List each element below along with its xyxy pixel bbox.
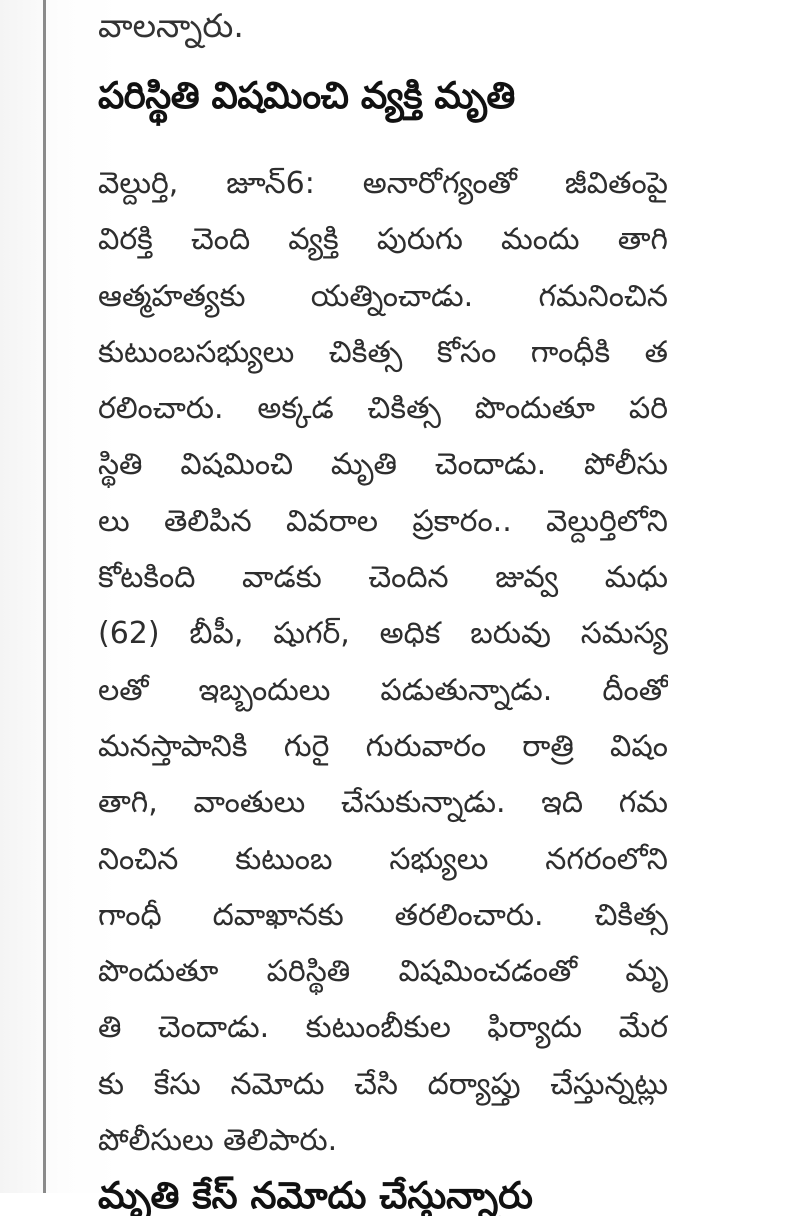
body-line: మనస్తాపానికి గురై గురువారం రాత్రి విషం [98, 728, 668, 764]
body-line: విరక్తి చెంది వ్యక్తి పురుగు మందు తాగి [98, 222, 668, 258]
body-line: వెల్దుర్తి, జూన్6: అనారోగ్యంతో జీవితంపై [98, 166, 668, 201]
body-line: తి చెందాడు. కుటుంబీకుల ఫిర్యాదు మేర [98, 1010, 668, 1046]
body-line: ఆత్మహత్యకు యత్నించాడు. గమనించిన [98, 278, 668, 314]
body-line: పోలీసులు తెలిపారు. [98, 1123, 338, 1159]
body-line: పొందుతూ పరిస్థితి విషమించడంతో మృ [98, 954, 668, 990]
body-line: లతో ఇబ్బందులు పడుతున్నాడు. దీంతో [98, 672, 668, 708]
body-line: కు కేసు నమోదు చేసి దర్యాప్తు చేస్తున్నట్లు [98, 1066, 668, 1102]
body-line: స్థితి విషమించి మృతి చెందాడు. పోలీసు [98, 447, 668, 483]
article-headline: పరిస్థితి విషమించి వ్యక్తి మృతి [98, 74, 515, 117]
body-line: గాంధీ దవాఖానకు తరలించారు. చికిత్స [98, 897, 668, 933]
next-article-headline: మృతి కేస్ నమోదు చేస్తున్నారు [98, 1176, 533, 1216]
news-article [98, 0, 668, 1169]
article-body [98, 156, 668, 1169]
body-line: లు తెలిపిన వివరాల ప్రకారం.. వెల్దుర్తిలోని [98, 503, 668, 539]
column-divider [43, 0, 46, 1193]
previous-article-tail: వాలన్నారు. [98, 6, 244, 45]
body-line: కుటుంబసభ్యులు చికిత్స కోసం గాంధీకి త [98, 334, 668, 370]
body-line: రలించారు. అక్కడ చికిత్స పొందుతూ పరి [98, 391, 668, 427]
body-line: కోటకింది వాడకు చెందిన జువ్వ మధు [98, 560, 668, 596]
body-line: (62) బీపీ, షుగర్, అధిక బరువు సమస్య [98, 616, 668, 652]
body-line: నించిన కుటుంబ సభ్యులు నగరంలోని [98, 841, 668, 877]
body-line: తాగి, వాంతులు చేసుకున్నాడు. ఇది గమ [98, 785, 668, 821]
